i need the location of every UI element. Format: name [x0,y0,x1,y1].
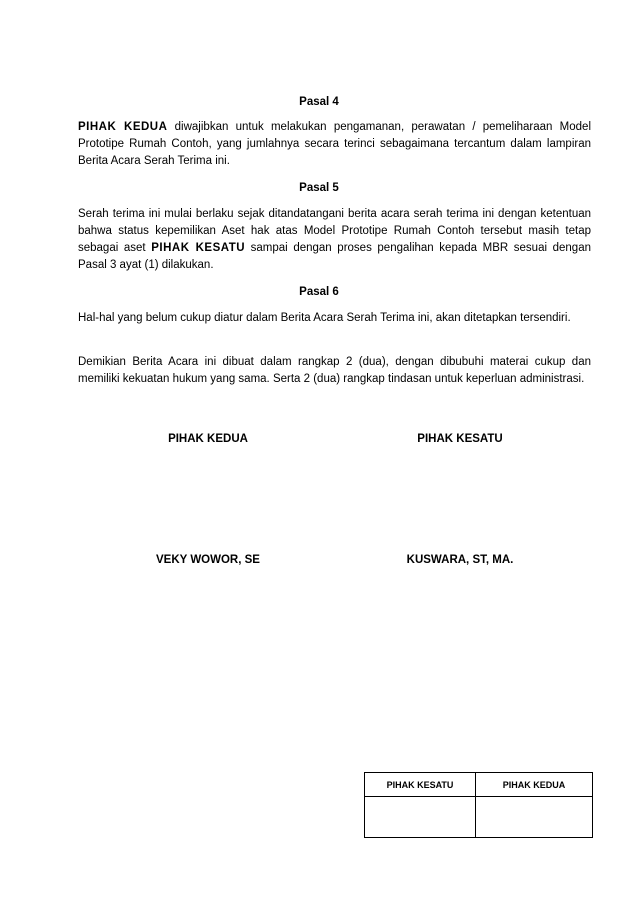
pasal-6-heading: Pasal 6 [299,286,339,298]
pasal-4-text [78,119,591,170]
pasal-5-subject: PIHAK KESATU [151,242,246,254]
right-party-label: PIHAK KESATU [417,433,503,445]
pasal-4-heading: Pasal 4 [299,96,339,108]
pasal-6-text: Hal-hal yang belum cukup diatur dalam Berita Acara Serah Terima ini, akan ditetapkan tersendiri. [78,312,571,324]
pasal-5-body-before: Serah terima ini mulai berlaku sejak ditandatangani berita acara serah terima ini dengan ketentuan bahwa status kepemilikan Aset hak atas Model Prototipe Rumah Contoh tersebut masih tetap sebagai aset [78,208,591,254]
pasal-5-heading: Pasal 5 [299,182,339,194]
paraf-cell-pihak-kesatu [365,797,476,838]
pasal-4-subject: PIHAK KEDUA [78,121,168,133]
paraf-header-pihak-kesatu: PIHAK KESATU [365,773,476,797]
paraf-header-pihak-kedua: PIHAK KEDUA [476,773,593,797]
pasal-4-body: diwajibkan untuk melakukan pengamanan, perawatan / pemeliharaan Model Prototipe Rumah Contoh, yang jumlahnya secara terinci sebagaimana tercantum dalam lampiran Berita Acara Serah Terima ini. [78,121,592,167]
left-party-label: PIHAK KEDUA [168,433,248,445]
pasal-5-text [78,206,591,274]
right-signatory-name: KUSWARA, ST, MA. [406,554,514,566]
paraf-cell-pihak-kedua [476,797,593,838]
paraf-table-signature-row [365,797,593,838]
pasal-5-body-after: sampai dengan proses pengalihan kepada MBR sesuai dengan Pasal 3 ayat (1) dilakukan. [78,242,591,271]
paraf-table [364,772,593,838]
closing-text: Demikian Berita Acara ini dibuat dalam rangkap 2 (dua), dengan dibubuhi materai cukup dan memiliki kekuatan hukum yang sama. Serta 2 (dua) rangkap tindasan untuk keperluan administrasi. [78,356,591,385]
left-signatory-name: VEKY WOWOR, SE [156,554,260,566]
paraf-table-header-row [365,773,593,797]
